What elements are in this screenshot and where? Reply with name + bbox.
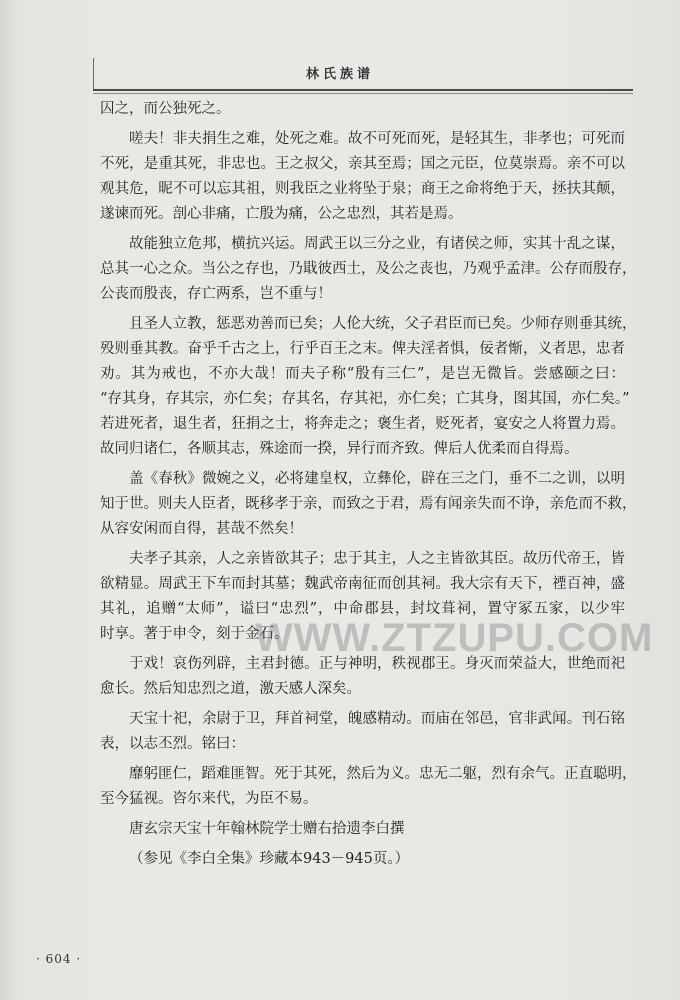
text-line: 故能独立危邦，横抗兴运。周武王以三分之业，有诸侯之师，实其十乱之谋， <box>129 236 625 252</box>
text-line: 夫孝子其亲，人之亲皆欲其子；忠于其主，人之主皆欲其臣。故历代帝王，皆 <box>129 551 625 567</box>
text-line: 公丧而殷丧，存亡两系，岂不重与！ <box>100 286 332 302</box>
text-line: 表，以志丕烈。铭曰： <box>100 736 245 752</box>
text-line: 时享。著于申令，刻于金石。 <box>100 626 289 642</box>
text-line: 总其一心之众。当公之存也，乃戢彼西土，及公之丧也，乃观乎孟津。公存而殷存， <box>100 261 637 277</box>
site-watermark: WWW.ZTZUPU.COM <box>255 616 654 660</box>
paragraph <box>100 232 637 307</box>
source-reference <box>100 847 625 872</box>
paragraph <box>100 707 625 757</box>
text-line: 且圣人立教，惩恶劝善而已矣；人伦大统，父子君臣而已矣。少师存则垂其统， <box>129 316 637 332</box>
paragraph <box>100 97 625 122</box>
text-line: 观其危，昵不可以忘其祖，则我臣之业将坠于泉；商王之命将绝于天，拯扶其颠， <box>100 181 625 197</box>
text-line: 故同归诸仁，各顺其志，殊途而一揆，异行而齐致。俾后人优柔而自得焉。 <box>100 441 579 457</box>
text-line: 知于世。则夫人臣者，既移孝于亲，而致之于君，焉有闻亲失而不诤，亲危而不救， <box>100 496 637 512</box>
text-line: 欲精显。周武王下车而封其墓；魏武帝南征而创其祠。我大宗有天下，禋百神，盛 <box>100 576 625 592</box>
text-line: 劝。其为戒也，不亦大哉！而夫子称“殷有三仁”，是岂无微旨。尝感颐之曰： <box>100 366 625 382</box>
text-line: 愈长。然后知忠烈之道，激天感人深矣。 <box>100 681 361 697</box>
paragraph <box>100 652 625 702</box>
text-line: 至今猛视。咨尔来代，为臣不易。 <box>100 791 318 807</box>
text-line: 从容安闲而自得，甚哉不然矣！ <box>100 521 303 537</box>
header-rule-thin <box>93 93 633 94</box>
paragraph <box>100 547 625 647</box>
author-attribution <box>100 817 625 842</box>
text-line: 若进死者，退生者，狂捐之士，将奔走之；褒生者，贬死者，宴安之人将置力焉。 <box>100 416 625 432</box>
text-line: 嗟夫！非夫捐生之难，处死之难。故不可死而死，是轻其生，非孝也；可死而 <box>129 131 625 147</box>
text-line: 天宝十祀，余尉于卫，拜首祠堂，魄感精动。而庙在邻邑，官非武闻。刊石铭 <box>129 711 625 727</box>
text-line: 遂谏而死。剖心非痛，亡殷为痛，公之忠烈，其若是焉。 <box>100 206 463 222</box>
text-line: “存其身，存其宗，亦仁矣；存其名，存其祀，亦仁矣；亡其身，图其国，亦仁矣。” <box>100 391 630 407</box>
paragraph <box>100 127 625 227</box>
paragraph <box>100 467 637 542</box>
running-header-title: 林氏族谱 <box>305 67 374 82</box>
inscription-verse <box>100 762 637 812</box>
paragraph <box>100 312 637 462</box>
body-text <box>100 97 637 872</box>
text-line: 于戏！哀伤列辟，主君封德。正与神明，秩视郡王。身灭而荣益大，世绝而祀 <box>129 656 625 672</box>
text-line: 殁则垂其教。奋乎千古之上，行乎百王之末。俾夫淫者惧，佞者惭，义者思，忠者 <box>100 341 625 357</box>
text-line: 其礼，追赠“太师”，谥曰“忠烈”，中命郡县，封坟葺祠，置守冢五家，以少牢 <box>100 601 625 617</box>
text-line: 唐玄宗天宝十年翰林院学士赠右拾遗李白撰 <box>129 821 405 837</box>
text-line: 靡躬匪仁，蹈难匪智。死于其死，然后为义。忠无二躯，烈有余气。正直聪明， <box>129 766 637 782</box>
text-line: 不死，是重其死，非忠也。王之叔父，亲其至焉；国之元臣，位莫崇焉。亲不可以 <box>100 156 625 172</box>
page-number: · 604 · <box>36 952 82 966</box>
header-rule <box>93 89 633 91</box>
text-line: （参见《李白全集》珍藏本943－945页。） <box>129 851 410 867</box>
text-line: 囚之，而公独死之。 <box>100 101 231 117</box>
text-line: 盖《春秋》微婉之义，必将建皇权，立彝伦，辟在三之门，垂不二之训，以明 <box>129 471 625 487</box>
